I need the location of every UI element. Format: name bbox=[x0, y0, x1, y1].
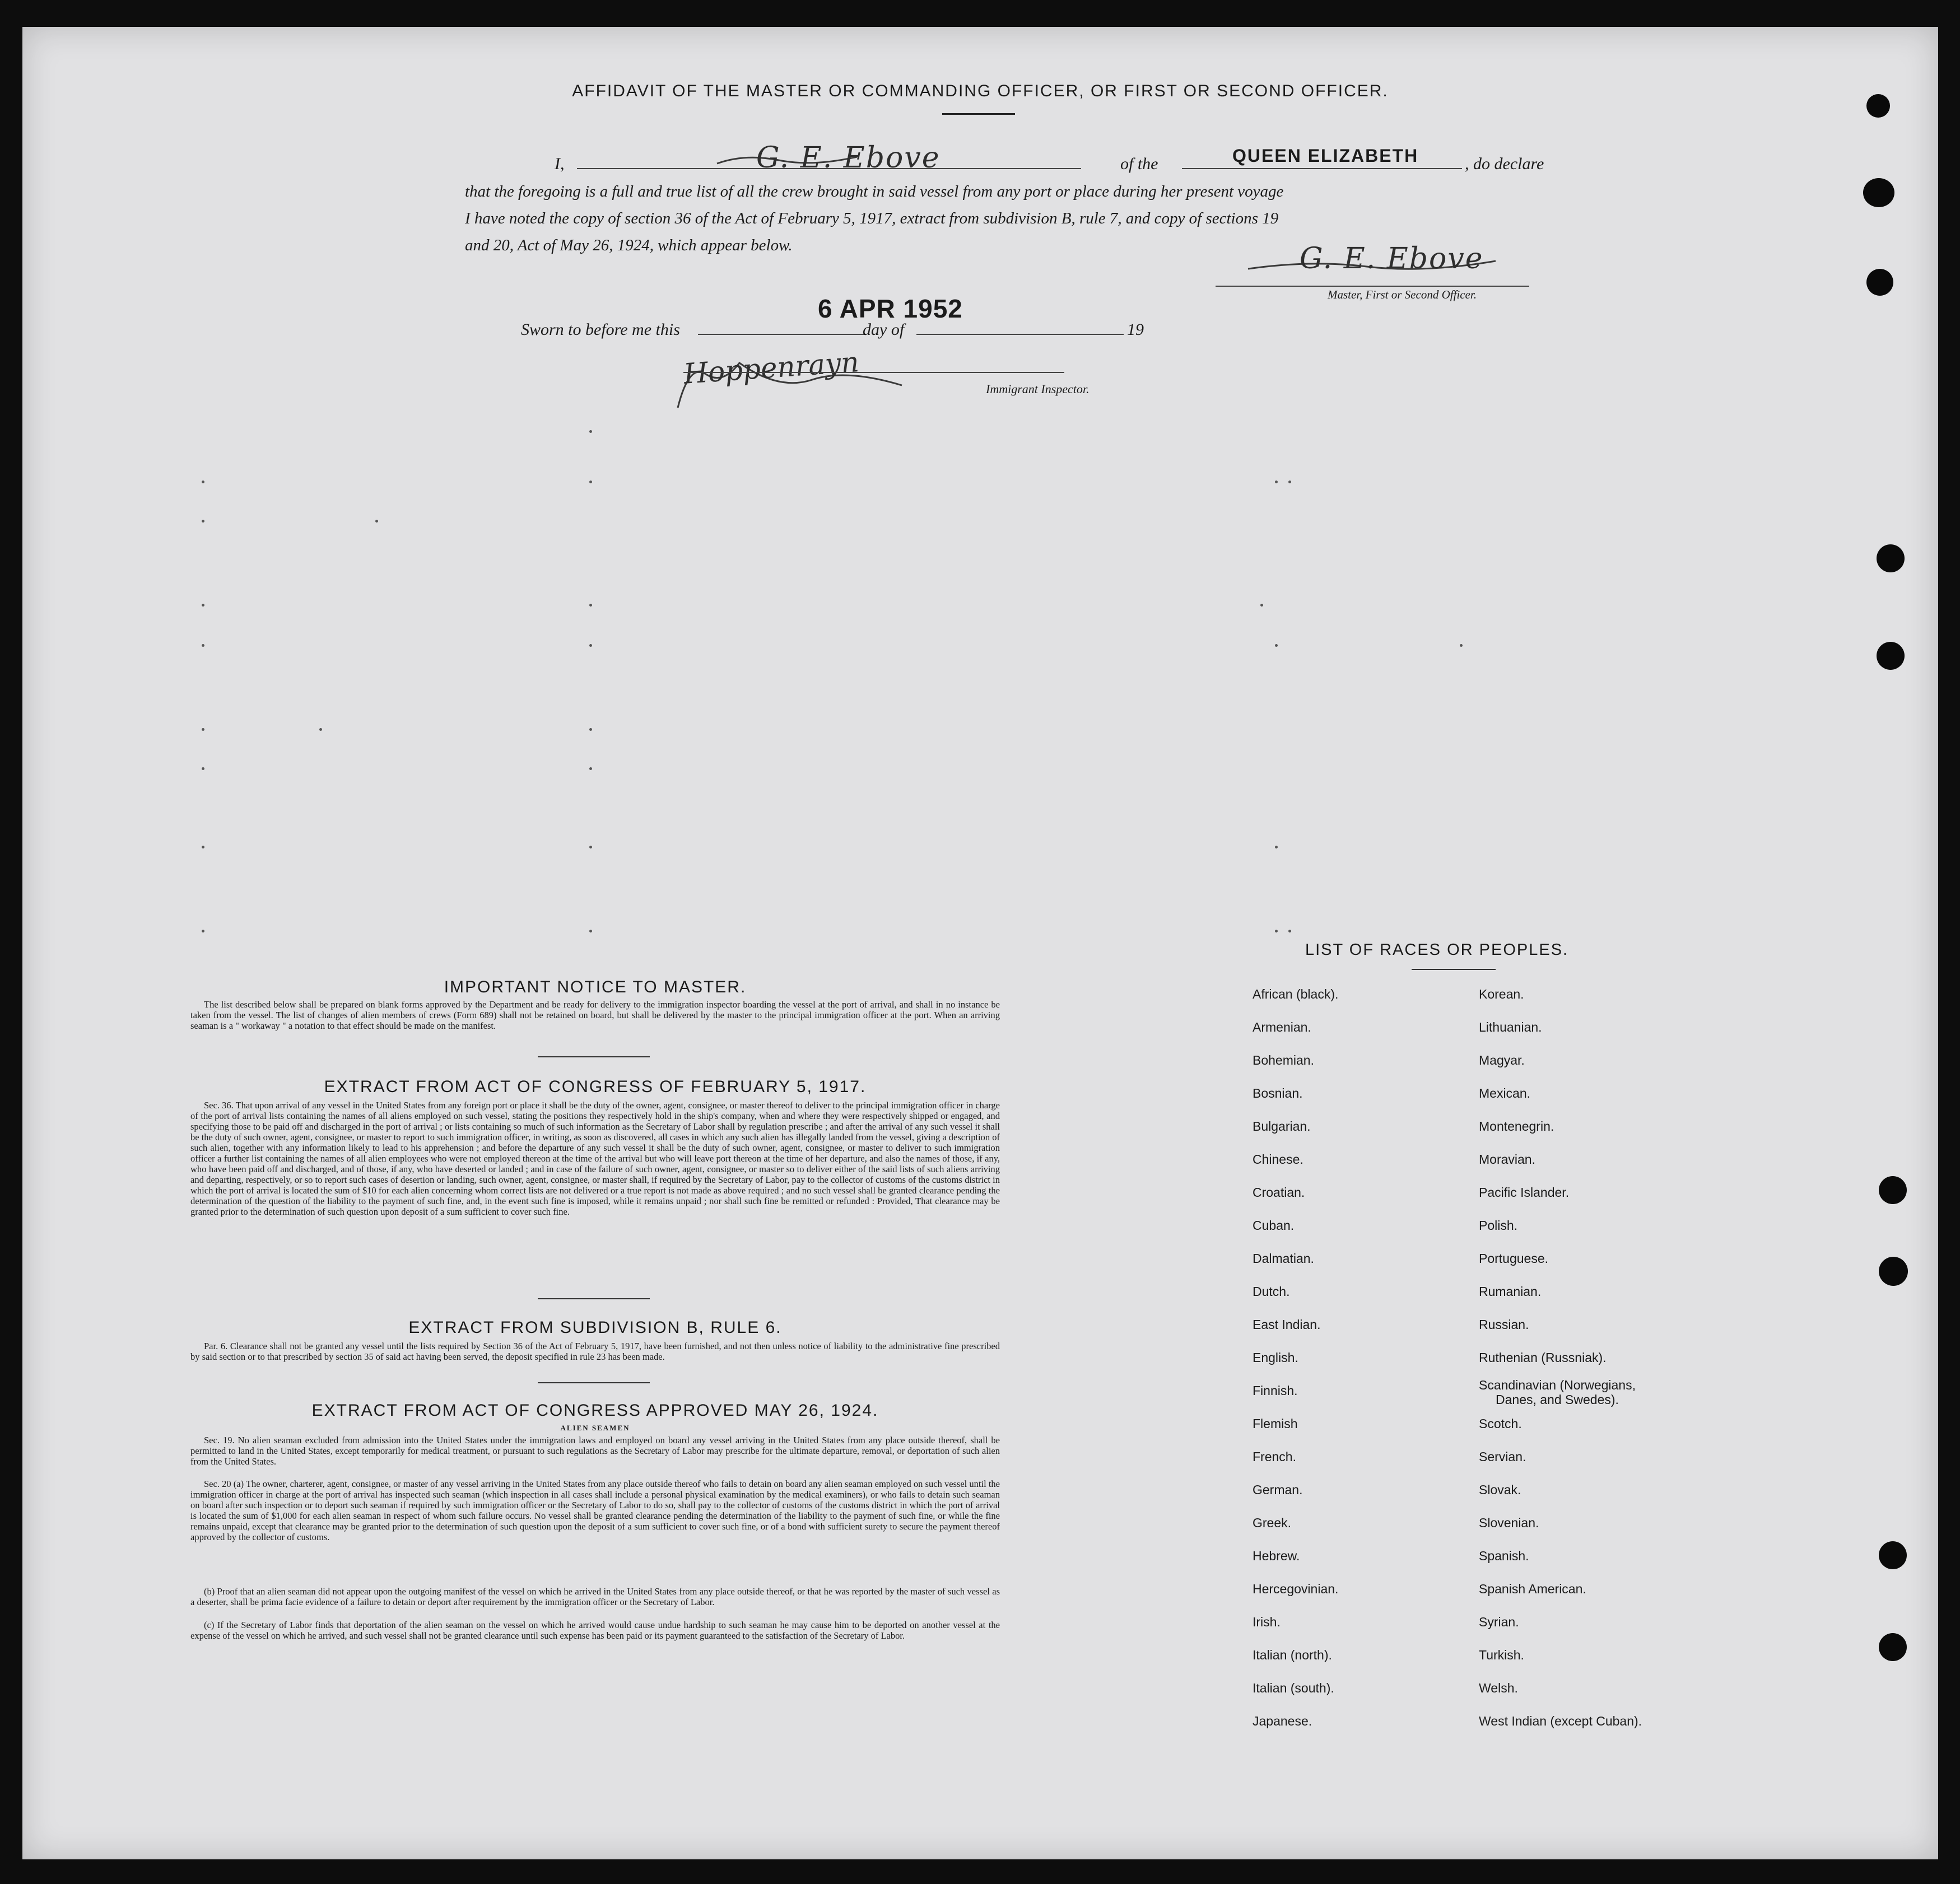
vessel-name: QUEEN ELIZABETH bbox=[1232, 146, 1419, 166]
inspector-signature: Hoppenrayn bbox=[682, 346, 860, 390]
inspector-line bbox=[683, 372, 1064, 373]
race-item: Croatian. bbox=[1253, 1185, 1305, 1200]
race-item: Rumanian. bbox=[1479, 1284, 1542, 1299]
extract-1924-sec20a: Sec. 20 (a) The owner, charterer, agent, consignee, or master of any vessel arriving in the United States from any place outside thereof who fails to detain on board any alien seaman employed on such vessel until the immigration officer in charge at the port of arrival has inspected such seaman (which inspection in all cases shall include a personal physical examination by the medical examiners), or who fails to detain such seaman on board after such inspection or to deport such seaman if required by such immigration officer or the Secretary of Labor to do so, shall pay to the collector of customs of the customs district in which the port of arrival is located the sum of $1,000 for each alien seaman in respect of whom such failure occurs. No vessel shall be granted clearance pending the determination of the liability to the payment of such fine, or while the fine remains unpaid, except that clearance may be granted prior to the determination of such question upon the deposit of a sum sufficient to cover such fine, or of a bond with sufficient surety to secure the payment thereof approved by the collector of customs. bbox=[190, 1479, 1000, 1542]
punch-hole bbox=[1863, 178, 1894, 207]
separator bbox=[538, 1298, 650, 1299]
race-item: Syrian. bbox=[1479, 1615, 1519, 1629]
race-item: African (black). bbox=[1253, 987, 1339, 1001]
race-item: Scotch. bbox=[1479, 1416, 1522, 1431]
race-item: Hebrew. bbox=[1253, 1549, 1300, 1563]
signer-handwritten: G. E. Ebove bbox=[756, 141, 941, 175]
race-item: Armenian. bbox=[1253, 1020, 1311, 1034]
punch-hole bbox=[1879, 1541, 1907, 1569]
race-item: Spanish American. bbox=[1479, 1582, 1586, 1596]
race-item: Slovak. bbox=[1479, 1482, 1521, 1497]
race-item: Servian. bbox=[1479, 1449, 1526, 1464]
race-item: Hercegovinian. bbox=[1253, 1582, 1339, 1596]
document-page bbox=[22, 27, 1938, 1859]
race-item: Portuguese. bbox=[1479, 1251, 1549, 1266]
race-item: Ruthenian (Russniak). bbox=[1479, 1350, 1607, 1365]
race-item: Bosnian. bbox=[1253, 1086, 1303, 1100]
race-item: Italian (north). bbox=[1253, 1648, 1332, 1662]
race-item: Russian. bbox=[1479, 1317, 1529, 1332]
race-item: Flemish bbox=[1253, 1416, 1298, 1431]
title-rule bbox=[942, 113, 1015, 115]
race-item: Polish. bbox=[1479, 1218, 1518, 1233]
of-the-label: of the bbox=[1120, 155, 1158, 173]
races-heading: LIST OF RACES OR PEOPLES. bbox=[1305, 941, 1569, 959]
race-item: Japanese. bbox=[1253, 1714, 1312, 1728]
race-item: French. bbox=[1253, 1449, 1296, 1464]
extract-1924-heading: EXTRACT FROM ACT OF CONGRESS APPROVED MAY 26, 1924. bbox=[311, 1401, 879, 1420]
punch-hole bbox=[1879, 1633, 1907, 1661]
declaration-line-3: I have noted the copy of section 36 of the Act of February 5, 1917, extract from subdivision B, rule 7, and copy of sections 19 bbox=[465, 209, 1279, 227]
sworn-month-line bbox=[916, 334, 1124, 335]
vessel-line bbox=[1182, 168, 1462, 169]
race-item: Mexican. bbox=[1479, 1086, 1531, 1100]
race-item: Dutch. bbox=[1253, 1284, 1290, 1299]
race-item: Scandinavian (Norwegians, bbox=[1479, 1378, 1636, 1392]
separator bbox=[538, 1382, 650, 1383]
race-item: Slovenian. bbox=[1479, 1515, 1539, 1530]
notice-text: The list described below shall be prepared on blank forms approved by the Department and be ready for delivery to the immigration inspector boarding the vessel at the port of arrival, and shall in no instance be taken from the vessel. The list of changes of alien members of crews (Form 689) shall not be retained on board, but shall be delivered by the master to the principal immigration officer at the port. When an arriving seaman is a " workaway " a notation to that effect should be made on the manifest. bbox=[190, 999, 1000, 1031]
affidavit-title: AFFIDAVIT OF THE MASTER OR COMMANDING OFFICER, OR FIRST OR SECOND OFFICER. bbox=[572, 82, 1389, 100]
punch-hole bbox=[1866, 269, 1893, 296]
race-item: Irish. bbox=[1253, 1615, 1281, 1629]
do-declare-label: , do declare bbox=[1465, 155, 1544, 173]
extract-1917-heading: EXTRACT FROM ACT OF CONGRESS OF FEBRUARY 5, 1917. bbox=[324, 1078, 867, 1096]
race-item: Montenegrin. bbox=[1479, 1119, 1554, 1134]
punch-hole bbox=[1879, 1257, 1908, 1286]
race-item: Greek. bbox=[1253, 1515, 1292, 1530]
inspector-title: Immigrant Inspector. bbox=[986, 382, 1090, 396]
sworn-day-line bbox=[698, 334, 866, 335]
punch-hole bbox=[1877, 544, 1905, 572]
day-of-label: day of bbox=[863, 320, 905, 339]
races-heading-rule bbox=[1412, 969, 1496, 970]
race-item: Bulgarian. bbox=[1253, 1119, 1311, 1134]
race-item: Magyar. bbox=[1479, 1053, 1525, 1067]
race-item: West Indian (except Cuban). bbox=[1479, 1714, 1642, 1728]
alien-seamen-subheading: ALIEN SEAMEN bbox=[560, 1424, 630, 1432]
officer-signature-line bbox=[1216, 286, 1529, 287]
declaration-line-4: and 20, Act of May 26, 1924, which appear below. bbox=[465, 236, 793, 254]
separator bbox=[538, 1056, 650, 1057]
race-item: Chinese. bbox=[1253, 1152, 1303, 1167]
race-item: Italian (south). bbox=[1253, 1681, 1334, 1695]
declaration-line-2: that the foregoing is a full and true list of all the crew brought in said vessel from any port or place during her present voyage bbox=[465, 183, 1284, 200]
notice-heading: IMPORTANT NOTICE TO MASTER. bbox=[444, 978, 747, 996]
race-item: Welsh. bbox=[1479, 1681, 1518, 1695]
punch-hole bbox=[1877, 642, 1905, 670]
extract-1924-sec19: Sec. 19. No alien seaman excluded from admission into the United States under the immigration laws and employed on board any vessel arriving in the United States from any place outside thereof, shall be permitted to land in the United States, except temporarily for medical treatment, or pursuant to such regulations as the Secretary of Labor may prescribe for the ultimate departure, removal, or deportation of such alien from the United States. bbox=[190, 1435, 1000, 1467]
date-stamp: 6 APR 1952 bbox=[818, 294, 963, 323]
i-label: I, bbox=[555, 155, 565, 173]
extract-1924-sec20b: (b) Proof that an alien seaman did not appear upon the outgoing manifest of the vessel on which he arrived in the United States from any place outside thereof, or that he was reported by the master of such vessel as a deserter, shall be prima facie evidence of a failure to detain or deport after requirement by the immigration officer or the Secretary of Labor. bbox=[190, 1586, 1000, 1607]
year-prefix: 19 bbox=[1127, 320, 1144, 339]
race-item: Moravian. bbox=[1479, 1152, 1535, 1167]
race-item: English. bbox=[1253, 1350, 1298, 1365]
officer-title: Master, First or Second Officer. bbox=[1328, 288, 1477, 301]
sworn-label: Sworn to before me this bbox=[521, 320, 680, 339]
extract-rule6-heading: EXTRACT FROM SUBDIVISION B, RULE 6. bbox=[408, 1318, 782, 1337]
extract-rule6-text: Par. 6. Clearance shall not be granted any vessel until the lists required by Section 36 of the Act of February 5, 1917, have been furnished, and not then unless notice of liability to the administrative fine prescribed by said section or to that prescribed by section 35 of said act having been served, the deposit specified in rule 23 has been made. bbox=[190, 1341, 1000, 1362]
race-item: Lithuanian. bbox=[1479, 1020, 1542, 1034]
race-item: Pacific Islander. bbox=[1479, 1185, 1570, 1200]
race-item: Cuban. bbox=[1253, 1218, 1295, 1233]
race-item: Turkish. bbox=[1479, 1648, 1524, 1662]
race-item: German. bbox=[1253, 1482, 1303, 1497]
extract-1917-text: Sec. 36. That upon arrival of any vessel in the United States from any foreign port or place it shall be the duty of the owner, agent, consignee, or master thereof to deliver to the principal immigration officer in charge of the port of arrival lists containing the names of all aliens employed on such vessel, stating the positions they respectively hold in the ship's company, when and where they were respectively shipped or engaged, and specifying those to be paid off and discharged in the port of arrival ; or lists containing so much of such information as the Secretary of Labor shall by regulation prescribe ; and after the arrival of any such vessel it shall be the duty of such owner, agent, consignee, or master to report to such immigration officer, in writing, as soon as discovered, all cases in which any such alien has illegally landed from the vessel, giving a description of such alien, together with any information likely to lead to his apprehension ; and before the departure of any such vessel it shall be the duty of such owner, agent, consignee, or master to deliver to such immigration officer a further list containing the names of all alien employees who were not employed thereon at the time of the arrival but who will leave port thereon at the time of her departure, and also the names of those, if any, who have been paid off and discharged, and of those, if any, who have deserted or landed ; and in case of the failure of such owner, agent, consignee, or master so to deliver either of the said lists of such aliens arriving and departing, respectively, or so to report such cases of desertion or landing, such owner, agent, consignee, or master shall, if required by the Secretary of Labor, pay to the collector of customs of the customs district in which the port of arrival is located the sum of $10 for each alien concerning whom correct lists are not delivered or a true report is not made as above required ; and no such vessel shall be granted clearance pending the determination of the question of the liability to the payment of such fine, and, in the event such fine is imposed, while it remains unpaid ; nor shall such fine be remitted or refunded : Provided, That clearance may be granted prior to the determination of such question upon deposit of a sum sufficient to cover such fine. bbox=[190, 1100, 1000, 1217]
race-item: East Indian. bbox=[1253, 1317, 1321, 1332]
punch-hole bbox=[1879, 1176, 1907, 1204]
race-item: Finnish. bbox=[1253, 1383, 1298, 1398]
race-item: Spanish. bbox=[1479, 1549, 1529, 1563]
officer-signature: G. E. Ebove bbox=[1300, 242, 1484, 276]
race-item: Bohemian. bbox=[1253, 1053, 1314, 1067]
race-item: Dalmatian. bbox=[1253, 1251, 1314, 1266]
extract-1924-sec20c: (c) If the Secretary of Labor finds that deportation of the alien seaman on the vessel on which he arrived would cause undue hardship to such seaman he may cause him to be deported on another vessel at the expense of the vessel on which he arrived, and such vessel shall not be granted clearance until such expense has been paid or its payment guaranteed to the satisfaction of the Secretary of Labor. bbox=[190, 1620, 1000, 1641]
race-item-continuation: Danes, and Swedes). bbox=[1496, 1392, 1619, 1407]
race-item: Korean. bbox=[1479, 987, 1524, 1001]
